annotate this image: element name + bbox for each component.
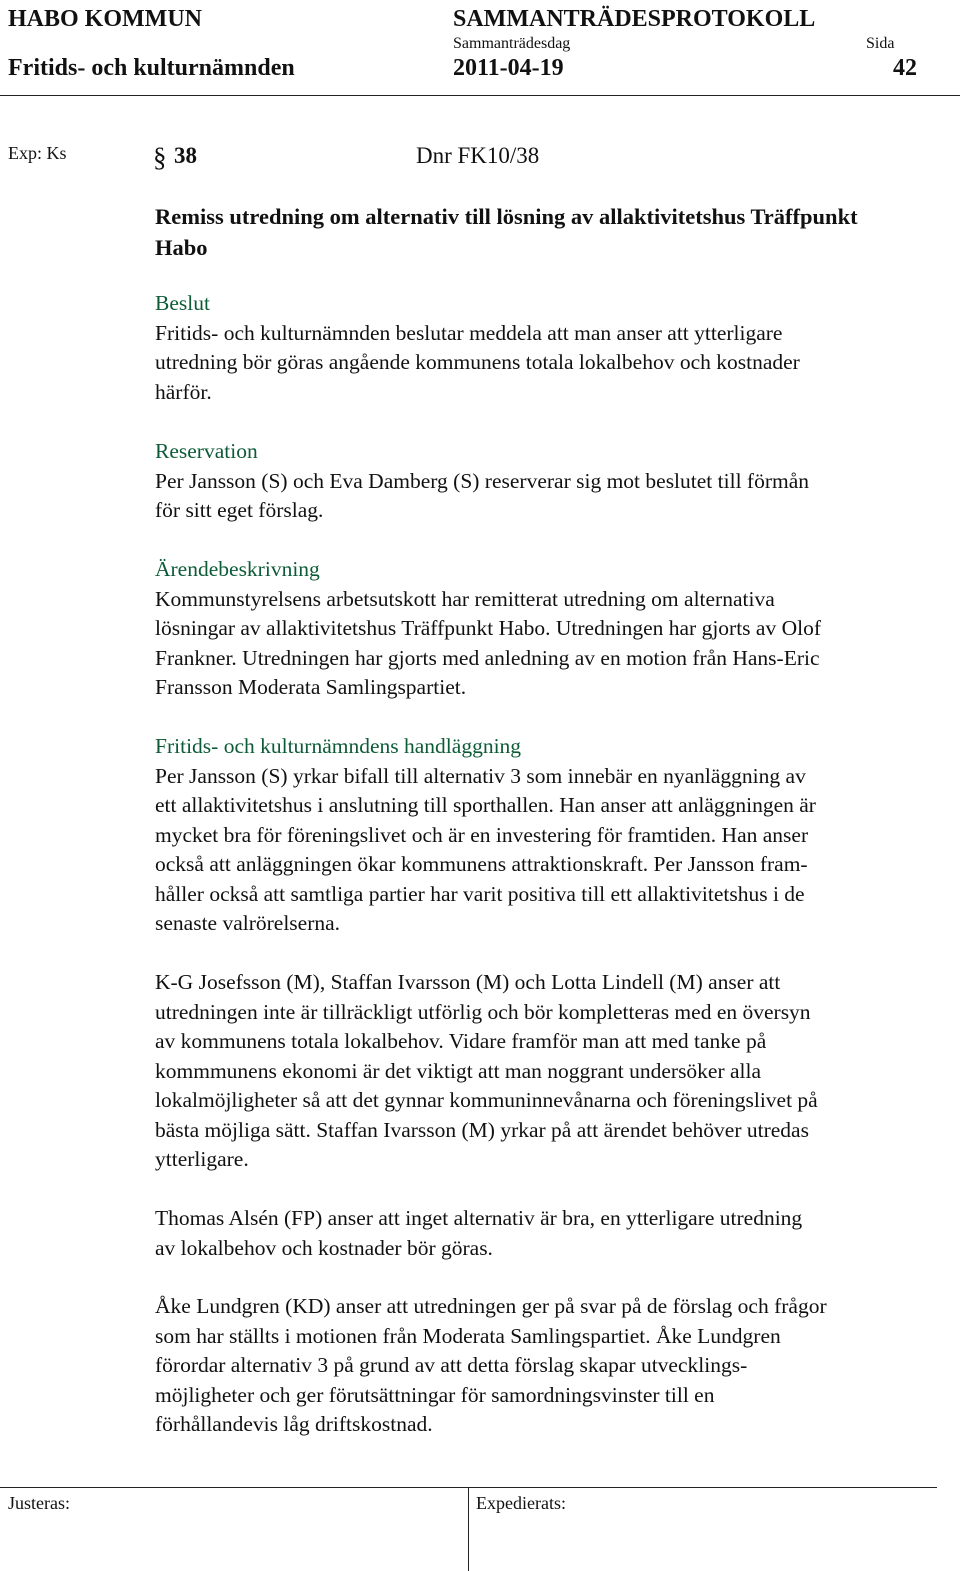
- committee-name: Fritids- och kulturnämnden: [8, 55, 295, 81]
- section-heading: Reservation: [155, 439, 258, 463]
- text-line: av kommunens totala lokalbehov. Vidare framför man att med tanke på: [155, 1029, 767, 1053]
- section-beslut: [155, 289, 955, 407]
- text-line: senaste valrörelserna.: [155, 911, 341, 935]
- org-name: HABO KOMMUN: [8, 6, 202, 32]
- justeras-label: Justeras:: [8, 1493, 70, 1513]
- document-type: SAMMANTRÄDESPROTOKOLL: [453, 6, 816, 32]
- item-title: [155, 201, 955, 263]
- section-handlaggning: [155, 732, 955, 939]
- text-line: kommmunens ekonomi är det viktigt att man noggrant undersöker alla: [155, 1058, 762, 1083]
- text-line: för sitt eget förslag.: [155, 498, 324, 522]
- text-line: Kommunstyrelsens arbetsutskott har remitterat utredning om alternativa: [155, 586, 775, 611]
- text-line: Per Jansson (S) yrkar bifall till alternativ 3 som innebär en nyanläggning av: [155, 763, 806, 788]
- section-reservation: [155, 437, 955, 526]
- meeting-date: 2011-04-19: [453, 55, 564, 81]
- meeting-date-label: Sammanträdesdag: [453, 35, 571, 52]
- statement-moderates: [155, 968, 955, 1175]
- text-line: Fransson Moderata Samlingspartiet.: [155, 675, 467, 699]
- paragraph-number: 38: [174, 143, 197, 168]
- statement-kd: [155, 1292, 955, 1440]
- text-line: Åke Lundgren (KD) anser att utredningen ger på svar på de förslag och frågor: [155, 1294, 827, 1318]
- header-divider: [0, 95, 960, 96]
- item-title-line: Remiss utredning om alternativ till lösning av allaktivitetshus Träffpunkt: [155, 204, 858, 229]
- text-line: härför.: [155, 379, 212, 404]
- page-label: Sida: [866, 35, 895, 52]
- item-title-line: Habo: [155, 235, 208, 260]
- text-line: mycket bra för föreningslivet och är en investering för framtiden. Han anser: [155, 822, 809, 847]
- text-line: ett allaktivitetshus i anslutning till sporthallen. Han anser att anläggningen är: [155, 793, 816, 817]
- text-line: förordar alternativ 3 på grund av att detta förslag skapar utvecklings-: [155, 1353, 748, 1377]
- paragraph-sign: §: [153, 142, 167, 172]
- section-heading: Fritids- och kulturnämndens handläggning: [155, 734, 522, 758]
- text-line: Fritids- och kulturnämnden beslutar meddela att man anser att ytterligare: [155, 320, 783, 345]
- diary-number: Dnr FK10/38: [416, 143, 540, 168]
- text-line: K-G Josefsson (M), Staffan Ivarsson (M) och Lotta Lindell (M) anser att: [155, 970, 781, 994]
- text-line: lösningar av allaktivitetshus Träffpunkt Habo. Utredningen har gjorts av Olof: [155, 616, 821, 640]
- text-line: av lokalbehov och kostnader bör göras.: [155, 1235, 493, 1260]
- text-line: förhållandevis låg driftskostnad.: [155, 1412, 433, 1436]
- text-line: som har ställts i motionen från Moderata Samlingspartiet. Åke Lundgren: [155, 1323, 781, 1348]
- text-line: möjligheter och ger förutsättningar för samordningsvinster till en: [155, 1382, 715, 1407]
- text-line: också att anläggningen ökar kommunens attraktionskraft. Per Jansson fram-: [155, 852, 808, 876]
- footer-column-divider: [468, 1487, 469, 1571]
- text-line: lokalmöjligheter så att det gynnar kommuninnevånarna och föreningslivet på: [155, 1088, 818, 1112]
- text-line: Per Jansson (S) och Eva Damberg (S) reserverar sig mot beslutet till förmån: [155, 468, 809, 493]
- section-heading: Beslut: [155, 291, 210, 315]
- expedition-note: Exp: Ks: [8, 143, 67, 163]
- statement-fp: [155, 1204, 955, 1263]
- text-line: Frankner. Utredningen har gjorts med anledning av en motion från Hans-Eric: [155, 645, 820, 670]
- text-line: Thomas Alsén (FP) anser att inget alternativ är bra, en ytterligare utredning: [155, 1206, 803, 1230]
- section-arendebeskrivning: [155, 555, 955, 703]
- text-line: utredning bör göras angående kommunens totala lokalbehov och kostnader: [155, 350, 800, 374]
- text-line: håller också att samtliga partier har varit positiva till ett allaktivitetshus i de: [155, 881, 805, 906]
- section-heading: Ärendebeskrivning: [155, 557, 320, 581]
- text-line: utredningen inte är tillräckligt utförlig och bör kompletteras med en översyn: [155, 999, 811, 1024]
- page-number: 42: [893, 55, 917, 81]
- expedierats-label: Expedierats:: [476, 1493, 566, 1513]
- text-line: ytterligare.: [155, 1147, 249, 1171]
- text-line: bästa möjliga sätt. Staffan Ivarsson (M) yrkar på att ärendet behöver utredas: [155, 1117, 809, 1142]
